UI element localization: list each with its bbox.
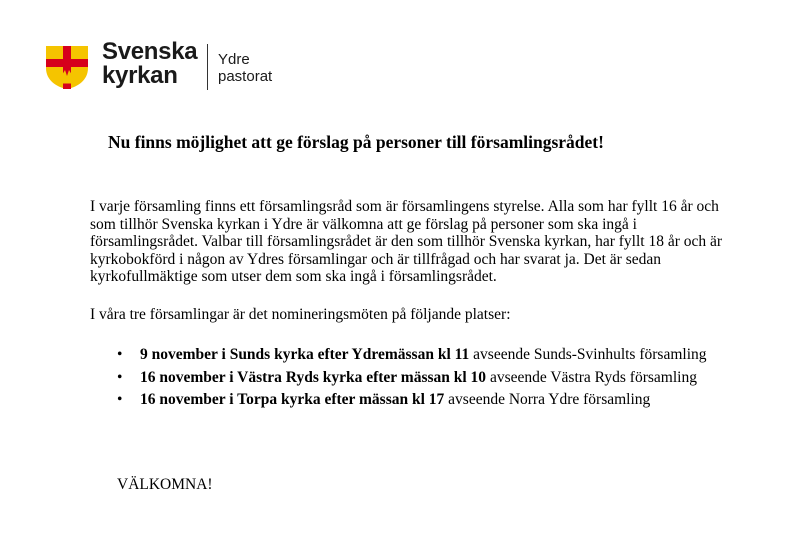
brand-line-2: kyrkan xyxy=(102,62,178,89)
bullet-icon: • xyxy=(117,391,123,409)
list-item xyxy=(117,391,737,409)
closing-text: VÄLKOMNA! xyxy=(117,476,213,493)
meeting-parish: avseende Västra Ryds församling xyxy=(486,368,697,386)
meeting-time-place: 9 november i Sunds kyrka efter Ydremässan kl 11 xyxy=(140,346,470,363)
meetings-intro: I våra tre församlingar är det nomineringsmöten på följande platser: xyxy=(90,306,511,323)
meeting-parish: avseende Norra Ydre församling xyxy=(444,391,651,409)
document-title: Nu finns möjlighet att ge förslag på personer till församlingsrådet! xyxy=(108,132,604,152)
logo-divider xyxy=(207,44,208,90)
brand-name xyxy=(102,40,197,88)
list-item xyxy=(117,369,737,387)
list-item xyxy=(117,346,737,364)
church-cross-crown-icon xyxy=(44,42,90,90)
meeting-time-place: 16 november i Torpa kyrka efter mässan kl 17 xyxy=(140,391,445,409)
bullet-icon: • xyxy=(117,368,123,386)
meeting-parish: avseende Sunds-Svinhults församling xyxy=(469,346,707,363)
brand-line-1: Svenska xyxy=(102,38,198,65)
intro-paragraph: I varje församling finns ett församlingsråd som är församlingens styrelse. Alla som har fyllt 16 år och som tillhör Svenska kyrkan i Ydre är välkomna att ge förslag på personer som ska ingå i församlingsrådet. Valbar till församlingsrådet är den som tillhör Svenska kyrkan, har fyllt 18 år och är kyrkobokförd i någon av Ydres församlingar och är tillfrågad och har svarat ja. Det är sedan kyrkofullmäktige som utser dem som ska ingå i församlingsrådet. xyxy=(90,198,723,286)
meeting-list xyxy=(117,346,737,414)
meeting-time-place: 16 november i Västra Ryds kyrka efter mässan kl 10 xyxy=(140,368,487,386)
pastorat-line-1: Ydre xyxy=(218,51,250,68)
bullet-icon: • xyxy=(117,346,123,363)
pastorat-line-2: pastorat xyxy=(218,68,273,85)
pastorat-name xyxy=(218,51,272,85)
